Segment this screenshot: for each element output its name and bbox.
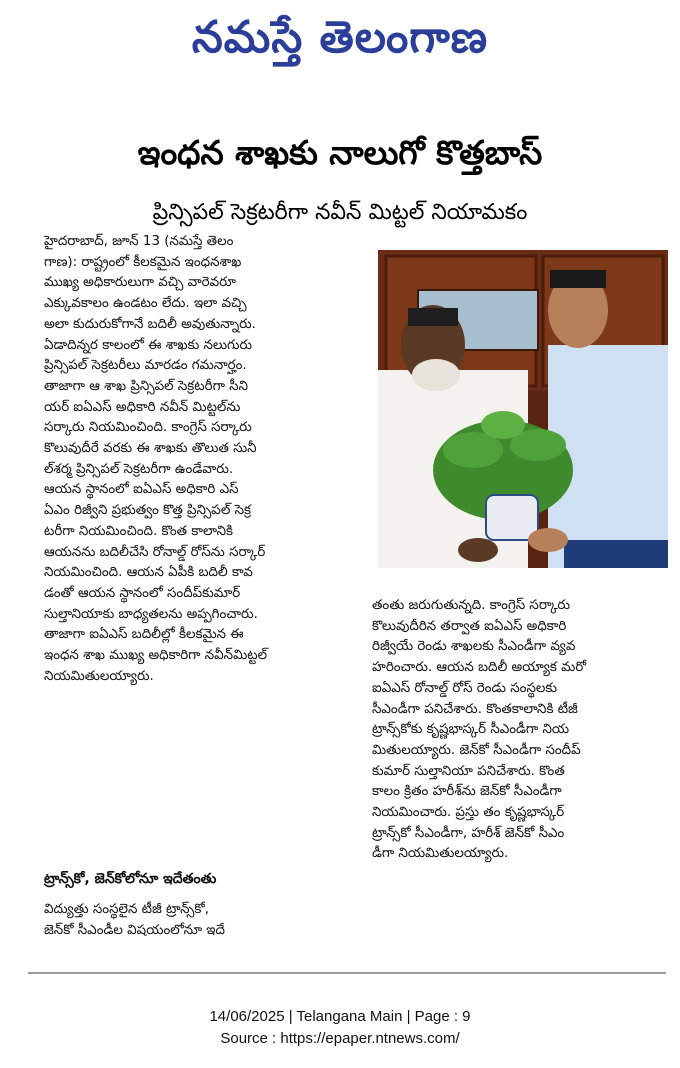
text-line: కొలువుదీరిన తర్వాత ఐఏఎస్ అధికారి	[372, 618, 567, 634]
text-line: ఎక్కువకాలం ఉండటం లేదు. ఇలా వచ్చి	[44, 296, 247, 312]
article-column-left-continued	[44, 900, 340, 941]
text-line: కుమార్ సుల్తానియా పనిచేశారు. కొంత	[372, 763, 565, 779]
article-column-left	[44, 232, 340, 687]
text-line: ముఖ్య అధికారులుగా వచ్చి వారెవరూ	[44, 275, 237, 291]
text-line: హరించారు. ఆయన బదిలీ అయ్యాక మరో	[372, 660, 587, 676]
text-line: తాజాగా ఆ శాఖ ప్రిన్సిపల్ సెక్రటరీగా సీని	[44, 378, 248, 394]
text-line: ట్రాన్స్‌కో సీఎండీగా, హరీశ్ జెన్‌కో సీఎం	[372, 825, 565, 841]
text-line: ఇంధన శాఖ ముఖ్య అధికారిగా నవీన్‌మిట్టల్	[44, 648, 268, 664]
text-line: మితులయ్యారు. జెన్‌కో సీఎండీగా సందీప్	[372, 742, 581, 758]
text-line: తాజాగా ఐఏఎస్ బదిలీల్లో కీలకమైన ఈ	[44, 627, 244, 643]
text-line: ల్‌శర్మ ప్రిన్సిపల్ సెక్రటరీగా ఉండేవారు.	[44, 461, 234, 477]
text-line: డీగా నియమితులయ్యారు.	[372, 846, 509, 862]
text-line: హైదరాబాద్, జూన్ 13 (నమస్తే తెలం	[44, 234, 234, 249]
text-line: ఆయన స్థానంలో ఐఏఎస్ అధికారి ఎస్	[44, 482, 239, 498]
footer-date-page: 14/06/2025 | Telangana Main | Page : 9	[209, 1008, 471, 1025]
text-line: నియమించారు. ప్రస్తు తం కృష్ణభాస్కర్	[372, 805, 565, 821]
text-line: తంతు జరుగుతున్నది. కాంగ్రెస్ సర్కారు	[372, 598, 570, 613]
text-line: ట్రాన్స్‌కోకు కృష్ణభాస్కర్ సీఎండీగా నియ	[372, 722, 570, 738]
text-line: జెన్‌కో సీఎండీల విషయంలోనూ ఇదే	[44, 922, 225, 938]
article-headline: ఇంధన శాఖకు నాలుగో కొత్తబాస్	[137, 133, 543, 172]
footer-source: Source : https://epaper.ntnews.com/	[220, 1030, 460, 1047]
text-line: కొలువుదీరే వరకు ఈ శాఖకు తొలుత సునీ	[44, 441, 257, 457]
text-line: యర్ ఐఏఎస్ అధికారి నవీన్ మిట్టల్‌ను	[44, 399, 241, 415]
text-line: డంతో ఆయన స్థానంలో సందీప్‌కుమార్	[44, 585, 241, 601]
footer-divider	[28, 972, 666, 974]
text-line: అలా కుదురుకోగానే బదిలీ అవుతున్నారు.	[44, 316, 256, 332]
newspaper-masthead: నమస్తే తెలంగాణ	[191, 12, 489, 63]
text-line: రిజ్వీయే రెండు శాఖలకు సీఎండీగా వ్యవ	[372, 639, 576, 655]
article-photo	[378, 250, 668, 568]
text-line: ఆయనను బదిలీచేసి రోనాల్డ్ రోస్‌ను సర్కార్	[44, 544, 266, 560]
article-column-right	[372, 596, 668, 865]
text-line: ప్రిన్సిపల్ సెక్రటరీలు మారడం గమనార్హం.	[44, 358, 247, 374]
text-line: ఏడాదిన్నర కాలంలో ఈ శాఖకు నలుగురు	[44, 337, 253, 353]
text-line: కాలం క్రితం హరీశ్‌ను జెన్‌కో సీఎండీగా	[372, 784, 562, 800]
text-line: సుల్తానియాకు బాధ్యతలను అప్పగించారు.	[44, 606, 258, 622]
text-line: నియమించింది. ఆయన ఏపీకి బదిలీ కావ	[44, 565, 253, 581]
article-subheadline: ప్రిన్సిపల్ సెక్రటరీగా నవీన్ మిట్టల్ నియామకం	[152, 200, 528, 225]
text-line: సీఎండీగా పనిచేశారు. కొంతకాలానికి టీజీ	[372, 701, 578, 717]
text-line: ఐఏఎస్ రోనాల్డ్ రోస్ రెండు సంస్థలకు	[372, 680, 557, 696]
text-line: నియమితులయ్యారు.	[44, 668, 154, 684]
text-line: టరీగా నియమించింది. కొంత కాలానికి	[44, 523, 233, 539]
text-line: సర్కారు నియమించింది. కాంగ్రెస్ సర్కారు	[44, 420, 252, 436]
text-line: ఏఎం రిజ్వీని ప్రభుత్వం కొత్త ప్రిన్సిపల్ సెక్ర	[44, 503, 251, 519]
text-line: విద్యుత్తు సంస్థలైన టీజీ ట్రాన్స్‌కో,	[44, 902, 209, 917]
subsection-title: ట్రాన్స్‌కో, జెన్‌కోలోనూ ఇదేతంతు	[44, 871, 217, 887]
text-line: గాణ): రాష్ట్రంలో కీలకమైన ఇంధనశాఖ	[44, 254, 242, 270]
